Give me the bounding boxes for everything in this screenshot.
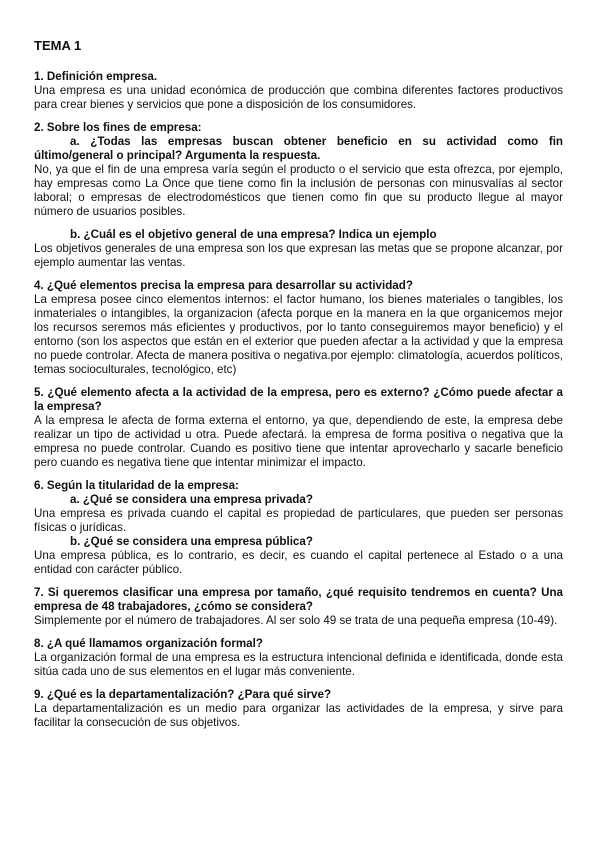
answer-2b: Los objetivos generales de una empresa son los que expresan las metas que se propone alcanzar, por ejemplo aumentar las ventas.: [34, 242, 563, 269]
answer-1: Una empresa es una unidad económica de producción que combina diferentes factores productivos para crear bienes y servicios que pone a disposición de los consumidores.: [34, 84, 563, 111]
question-2a-line2: último/general o principal? Argumenta la respuesta.: [34, 149, 321, 162]
document-title: TEMA 1: [34, 38, 82, 53]
section-4: [34, 279, 563, 377]
answer-8: La organización formal de una empresa es la estructura intencional definida e identificada, donde esta sitúa cada uno de sus elementos en el lugar más conveniente.: [34, 651, 563, 678]
section-5: [34, 386, 563, 470]
question-6a: a. ¿Qué se considera una empresa privada?: [70, 493, 313, 506]
question-1: 1. Definición empresa.: [34, 70, 158, 83]
section-7: [34, 586, 563, 628]
answer-2a: No, ya que el fin de una empresa varía según el producto o el servicio que esta ofrezca, por ejemplo, hay empresas como La Once que tiene como fin la inclusión de personas con minusvalías al sector laboral; o empresas de electrodomésticos que tienen como fin que su producto llegue al mayor número de usuarios posibles.: [34, 163, 563, 218]
answer-5: A la empresa le afecta de forma externa el entorno, ya que, dependiendo de este, la empresa debe realizar un tipo de actividad u otra. Puede afectará. la empresa de forma positiva o negativa que la empresa no puede controlar. Cuando es positivo tiene que intentar aprovecharlo y sacarle beneficio pero cuando es negativa tiene que intentar minimizar el impacto.: [34, 414, 563, 469]
section-1: [34, 70, 563, 112]
question-6: 6. Según la titularidad de la empresa:: [34, 479, 239, 492]
question-6b: b. ¿Qué se considera una empresa pública?: [70, 535, 313, 548]
answer-4: La empresa posee cinco elementos internos: el factor humano, los bienes materiales o tangibles, los inmateriales o intangibles, la organizacion (afecta porque en la manera en la que organicemos mejor los recursos seremos más eficientes y productivos, por lo tanto conseguiremos mayor beneficio) y el entorno (son los aspectos que están en el exterior que pueden afectar a la actividad y que la empresa no puede controlar. Afecta de manera positiva o negativa.por ejemplo: climatología, acuerdos políticos, temas socioculturales, tecnológico, etc): [34, 293, 563, 376]
question-2: 2. Sobre los fines de empresa:: [34, 121, 202, 134]
question-4: 4. ¿Qué elementos precisa la empresa para desarrollar su actividad?: [34, 279, 413, 292]
section-2: [34, 121, 563, 270]
answer-7: Simplemente por el número de trabajadores. Al ser solo 49 se trata de una pequeña empresa (10-49).: [34, 614, 558, 627]
question-2b: b. ¿Cuál es el objetivo general de una empresa? Indica un ejemplo: [70, 228, 437, 241]
question-5: 5. ¿Qué elemento afecta a la actividad de la empresa, pero es externo? ¿Cómo puede afectar a la empresa?: [34, 386, 563, 413]
answer-6a: Una empresa es privada cuando el capital es propiedad de particulares, que pueden ser personas físicas o jurídicas.: [34, 507, 563, 534]
answer-9: La departamentalización es un medio para organizar las actividades de la empresa, y sirve para facilitar la consecución de sus objetivos.: [34, 702, 563, 729]
answer-6b: Una empresa pública, es lo contrario, es decir, es cuando el capital pertenece al Estado o a una entidad con carácter público.: [34, 549, 563, 576]
section-9: [34, 688, 563, 730]
section-8: [34, 637, 563, 679]
question-9: 9. ¿Qué es la departamentalización? ¿Para qué sirve?: [34, 688, 332, 701]
question-8: 8. ¿A qué llamamos organización formal?: [34, 637, 263, 650]
question-7: 7. Si queremos clasificar una empresa por tamaño, ¿qué requisito tendremos en cuenta? Una empresa de 48 trabajadores, ¿cómo se considera?: [34, 586, 563, 613]
section-6: [34, 479, 563, 577]
question-2a-line1: a. ¿Todas las empresas buscan obtener beneficio en su actividad como fin: [70, 135, 563, 148]
